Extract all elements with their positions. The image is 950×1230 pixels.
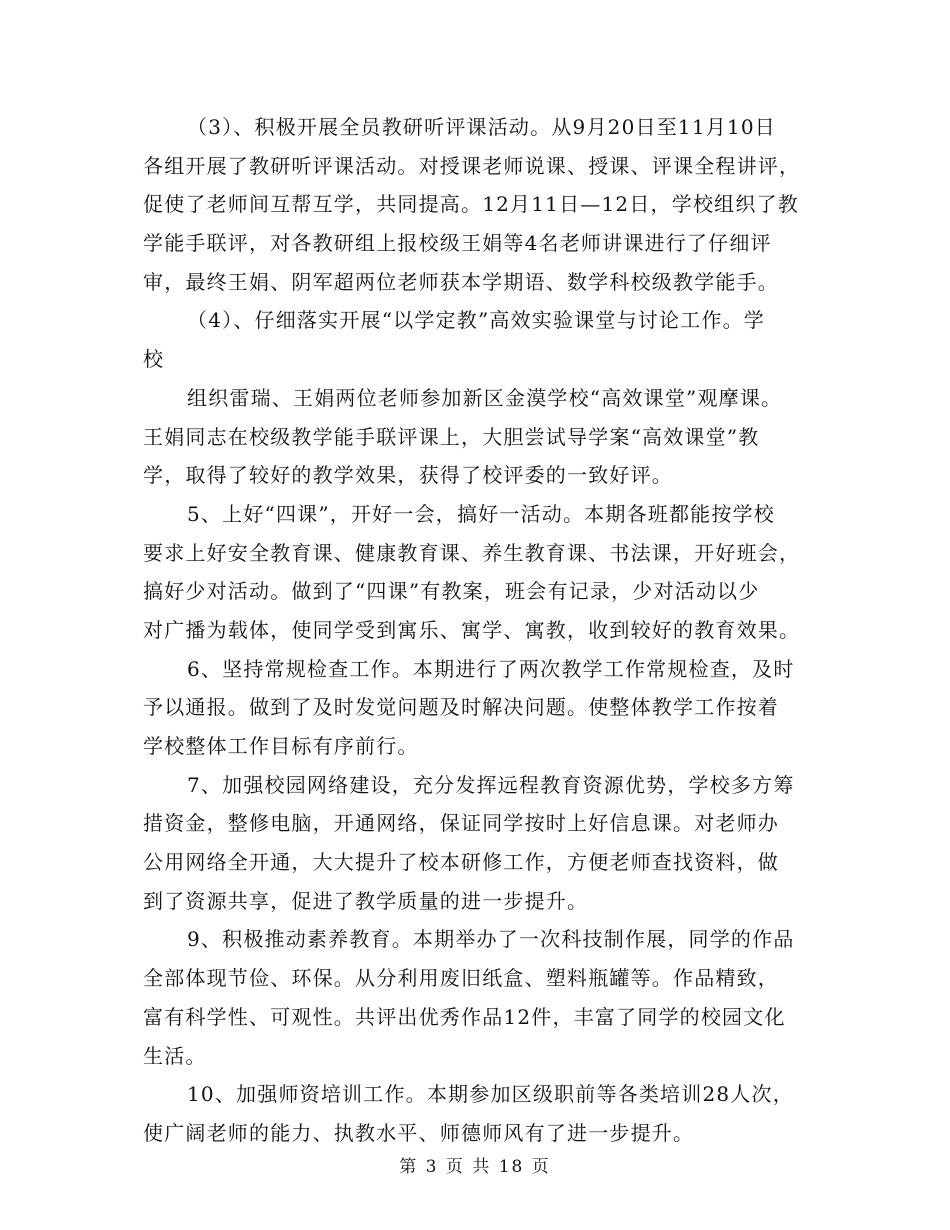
document-body	[143, 108, 813, 1153]
text-line: 富有科学性、可观性。共评出优秀作品12件，丰富了同学的校园文化	[143, 1004, 786, 1029]
text-line: 学能手联评，对各教研组上报校级王娟等4名老师讲课进行了仔细评	[143, 231, 772, 256]
text-line: 6、坚持常规检查工作。本期进行了两次教学工作常规检查，及时	[187, 656, 795, 681]
text-line: 7、加强校园网络建设，充分发挥远程教育资源优势，学校多方筹	[187, 772, 795, 797]
text-line: 5、上好“四课”，开好一会，搞好一活动。本期各班都能按学校	[187, 501, 775, 526]
paragraph-9	[143, 920, 813, 1075]
text-line: 王娟同志在校级教学能手联评课上，大胆尝试导学案“高效课堂”教	[143, 424, 760, 449]
paragraph-3	[143, 108, 813, 301]
text-line: 学校整体工作目标有序前行。	[143, 734, 419, 758]
page-number-footer: 第 3 页 共 18 页	[399, 1157, 551, 1177]
text-line: 公用网络全开通，大大提升了校本研修工作，方便老师查找资料，做	[143, 850, 779, 875]
text-line: 生活。	[143, 1043, 207, 1068]
paragraph-6	[143, 650, 813, 766]
text-line: 全部体现节俭、环保。从分利用废旧纸盒、塑料瓶罐等。作品精致，	[143, 966, 779, 991]
text-line: 予以通报。做到了及时发觉问题及时解决问题。使整体教学工作按着	[143, 695, 779, 720]
text-line: 到了资源共享，促进了教学质量的进一步提升。	[143, 888, 589, 913]
text-line: 措资金，整修电脑，开通网络，保证同学按时上好信息课。对老师办	[143, 811, 779, 836]
text-line: 学，取得了较好的教学效果，获得了校评委的一致好评。	[143, 463, 673, 488]
text-line: 促使了老师间互帮互学，共同提高。12月11日—12日，学校组织了教	[143, 192, 799, 217]
paragraph-10	[143, 1075, 813, 1152]
text-line: 各组开展了教研听评课活动。对授课老师说课、授课、评课全程讲评，	[143, 153, 801, 178]
text-line: 9、积极推动素养教育。本期举办了一次科技制作展，同学的作品	[187, 927, 795, 952]
paragraph-5	[143, 495, 813, 650]
text-line: 校	[143, 347, 165, 372]
text-line: 10、加强师资培训工作。本期参加区级职前等各类培训28人次，	[187, 1082, 794, 1107]
text-line: 使广阔老师的能力、执教水平、师德师风有了进一步提升。	[143, 1120, 695, 1145]
text-line: 搞好少对活动。做到了“四课”有教案，班会有记录，少对活动以少	[143, 579, 760, 604]
text-line: （3）、积极开展全员教研听评课活动。从9月20日至11月10日	[187, 115, 776, 139]
paragraph-4	[143, 301, 813, 378]
text-line: 对广播为载体，使同学受到寓乐、寓学、寓教，收到较好的教育效果。	[143, 617, 801, 642]
paragraph-4-continued	[143, 379, 813, 495]
paragraph-7	[143, 766, 813, 921]
text-line: 组织雷瑞、王娟两位老师参加新区金漠学校“高效课堂”观摩课。	[187, 385, 783, 410]
text-line: （4）、仔细落实开展“以学定教”高效实验课堂与讨论工作。学	[187, 308, 765, 333]
text-line: 要求上好安全教育课、健康教育课、养生教育课、书法课，开好班会，	[143, 540, 801, 565]
text-line: 审，最终王娟、阴军超两位老师获本学期语、数学科校级教学能手。	[143, 269, 779, 294]
